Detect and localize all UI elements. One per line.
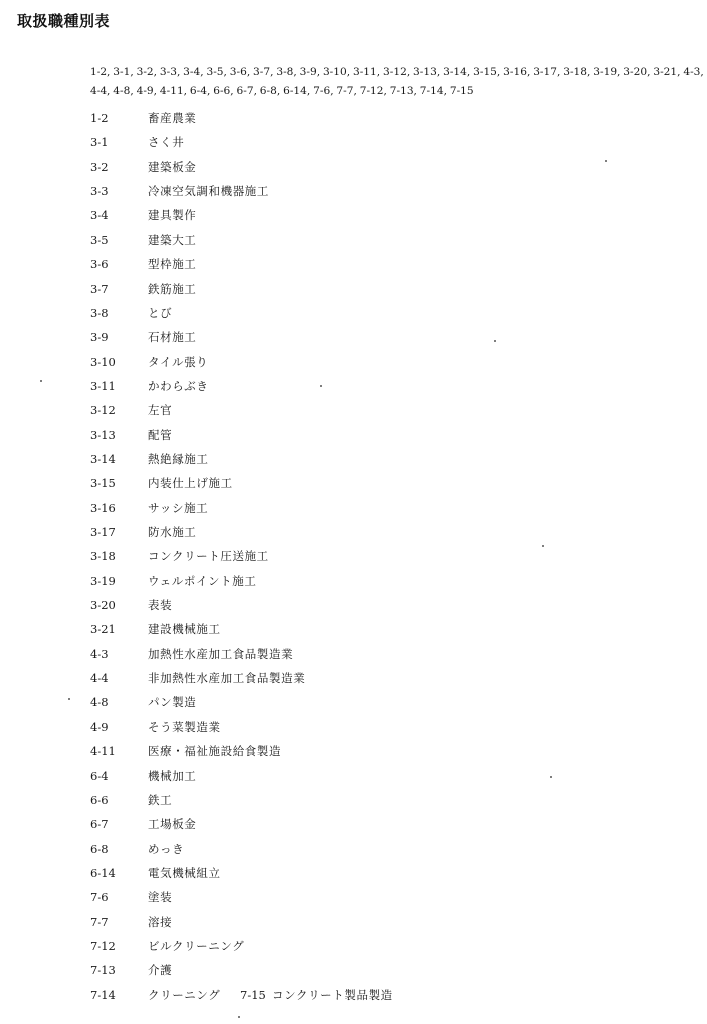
occupation-name: コンクリート製品製造 xyxy=(272,987,393,1002)
occupation-name: 医療・福祉施設給食製造 xyxy=(148,744,282,759)
occupation-row xyxy=(0,303,707,323)
occupation-code: 3-5 xyxy=(90,232,109,247)
occupation-name: クリーニング xyxy=(148,987,221,1002)
occupation-name: 鉄工 xyxy=(148,792,173,807)
occupation-code: 3-3 xyxy=(90,184,109,199)
occupation-name: めっき xyxy=(148,841,185,856)
occupation-code: 7-15 xyxy=(240,987,266,1002)
occupation-code: 3-11 xyxy=(90,378,116,393)
occupation-code: 4-9 xyxy=(90,719,109,734)
occupation-code: 6-14 xyxy=(90,865,116,880)
occupation-code: 3-13 xyxy=(90,427,116,442)
scan-speck xyxy=(494,340,496,342)
occupation-row xyxy=(0,936,707,956)
occupation-name: 内装仕上げ施工 xyxy=(148,476,233,491)
occupation-code: 3-7 xyxy=(90,281,109,296)
occupation-code: 3-8 xyxy=(90,305,109,320)
occupation-code: 4-11 xyxy=(90,744,116,759)
scan-speck xyxy=(605,160,607,162)
occupation-name: 建具製作 xyxy=(148,208,197,223)
occupation-code: 3-16 xyxy=(90,500,116,515)
occupation-code: 7-14 xyxy=(90,987,116,1002)
occupation-code: 1-2 xyxy=(90,111,109,125)
occupation-row xyxy=(0,692,707,712)
occupation-row xyxy=(0,327,707,347)
occupation-row xyxy=(0,230,707,250)
occupation-code: 3-6 xyxy=(90,257,109,272)
occupation-code: 3-2 xyxy=(90,159,109,174)
occupation-row xyxy=(0,254,707,274)
occupation-row xyxy=(0,546,707,566)
occupation-row xyxy=(0,960,707,980)
occupation-name: コンクリート圧送施工 xyxy=(148,549,269,564)
occupation-row xyxy=(0,132,707,152)
occupation-name: とび xyxy=(148,305,173,320)
occupation-name: サッシ施工 xyxy=(148,500,209,515)
occupation-code: 7-13 xyxy=(90,963,116,978)
occupation-row xyxy=(0,376,707,396)
occupation-code: 3-19 xyxy=(90,573,116,588)
occupation-row xyxy=(0,352,707,372)
occupation-code: 3-12 xyxy=(90,403,116,418)
occupation-name: ビルクリーニング xyxy=(148,938,245,953)
occupation-name: 冷凍空気調和機器施工 xyxy=(148,184,269,199)
occupation-row xyxy=(0,473,707,493)
occupation-name: 機械加工 xyxy=(148,768,197,783)
occupation-code: 3-18 xyxy=(90,549,116,564)
occupation-row xyxy=(0,790,707,810)
occupation-name: 非加熱性水産加工食品製造業 xyxy=(148,671,306,686)
occupation-code: 6-4 xyxy=(90,768,109,783)
scan-speck xyxy=(320,385,322,387)
occupation-row xyxy=(0,425,707,445)
occupation-row xyxy=(0,595,707,615)
occupation-name: 建築大工 xyxy=(148,232,197,247)
occupation-name: 左官 xyxy=(148,403,173,418)
code-summary-line-1: 1-2, 3-1, 3-2, 3-3, 3-4, 3-5, 3-6, 3-7, 3-8, 3-9, 3-10, 3-11, 3-12, 3-13, 3-14, 3-15, 3-16, 3-17, 3-18, 3-19, 3-20, 3-21, 4-3, xyxy=(90,66,704,78)
occupation-name: 石材施工 xyxy=(148,330,197,345)
occupation-row xyxy=(0,498,707,518)
occupation-code: 3-20 xyxy=(90,598,116,612)
occupation-code: 3-21 xyxy=(90,622,116,637)
occupation-name: 塗装 xyxy=(148,890,173,905)
occupation-name: 工場板金 xyxy=(148,817,197,832)
scan-speck xyxy=(68,698,70,700)
occupation-name: 畜産農業 xyxy=(148,111,197,125)
occupation-name: 建築板金 xyxy=(148,159,197,174)
occupation-name: 加熱性水産加工食品製造業 xyxy=(148,646,294,661)
occupation-code: 6-8 xyxy=(90,841,109,856)
occupation-row xyxy=(0,839,707,859)
occupation-code: 4-4 xyxy=(90,671,109,686)
occupation-row xyxy=(0,279,707,299)
document-title: 取扱職種別表 xyxy=(17,12,111,30)
occupation-name: そう菜製造業 xyxy=(148,719,221,734)
scan-speck xyxy=(542,545,544,547)
occupation-name: 表装 xyxy=(148,598,173,612)
occupation-row xyxy=(0,741,707,761)
occupation-code: 3-10 xyxy=(90,354,116,369)
occupation-code: 3-1 xyxy=(90,135,109,150)
occupation-code: 3-14 xyxy=(90,451,116,466)
occupation-row xyxy=(0,985,707,1005)
code-summary-line-2: 4-4, 4-8, 4-9, 4-11, 6-4, 6-6, 6-7, 6-8, 6-14, 7-6, 7-7, 7-12, 7-13, 7-14, 7-15 xyxy=(90,85,474,97)
occupation-name: パン製造 xyxy=(148,695,197,710)
occupation-name: 防水施工 xyxy=(148,525,197,539)
occupation-name: タイル張り xyxy=(148,354,209,369)
occupation-code: 3-15 xyxy=(90,476,116,491)
occupation-name: 溶接 xyxy=(148,914,173,929)
occupation-row xyxy=(0,157,707,177)
occupation-row xyxy=(0,449,707,469)
scan-speck xyxy=(40,380,42,382)
occupation-code: 4-8 xyxy=(90,695,109,710)
occupation-name: 電気機械組立 xyxy=(148,865,221,880)
occupation-code: 7-12 xyxy=(90,938,116,953)
occupation-row xyxy=(0,766,707,786)
occupation-code: 3-17 xyxy=(90,525,116,539)
occupation-code: 7-7 xyxy=(90,914,109,929)
scan-speck xyxy=(238,1016,240,1018)
occupation-row xyxy=(0,863,707,883)
scan-speck xyxy=(550,776,552,778)
occupation-row xyxy=(0,108,707,128)
occupation-name: かわらぶき xyxy=(148,378,209,393)
occupation-row xyxy=(0,522,707,542)
occupation-row xyxy=(0,717,707,737)
occupation-code: 6-7 xyxy=(90,817,109,832)
occupation-row xyxy=(0,205,707,225)
occupation-code: 4-3 xyxy=(90,646,109,661)
occupation-row xyxy=(0,887,707,907)
occupation-name: ウェルポイント施工 xyxy=(148,573,257,588)
occupation-code: 3-9 xyxy=(90,330,109,345)
occupation-row xyxy=(0,571,707,591)
occupation-name: 介護 xyxy=(148,963,173,978)
occupation-row xyxy=(0,400,707,420)
occupation-row xyxy=(0,619,707,639)
occupation-name: 熱絶縁施工 xyxy=(148,451,209,466)
occupation-row xyxy=(0,668,707,688)
occupation-code: 7-6 xyxy=(90,890,109,905)
occupation-name: 配管 xyxy=(148,427,173,442)
occupation-name: 鉄筋施工 xyxy=(148,281,197,296)
occupation-name: さく井 xyxy=(148,135,185,150)
occupation-code: 6-6 xyxy=(90,792,109,807)
occupation-name: 建設機械施工 xyxy=(148,622,221,637)
occupation-code: 3-4 xyxy=(90,208,109,223)
occupation-row xyxy=(0,181,707,201)
occupation-name: 型枠施工 xyxy=(148,257,197,272)
occupation-row xyxy=(0,814,707,834)
occupation-row xyxy=(0,912,707,932)
occupation-row xyxy=(0,644,707,664)
